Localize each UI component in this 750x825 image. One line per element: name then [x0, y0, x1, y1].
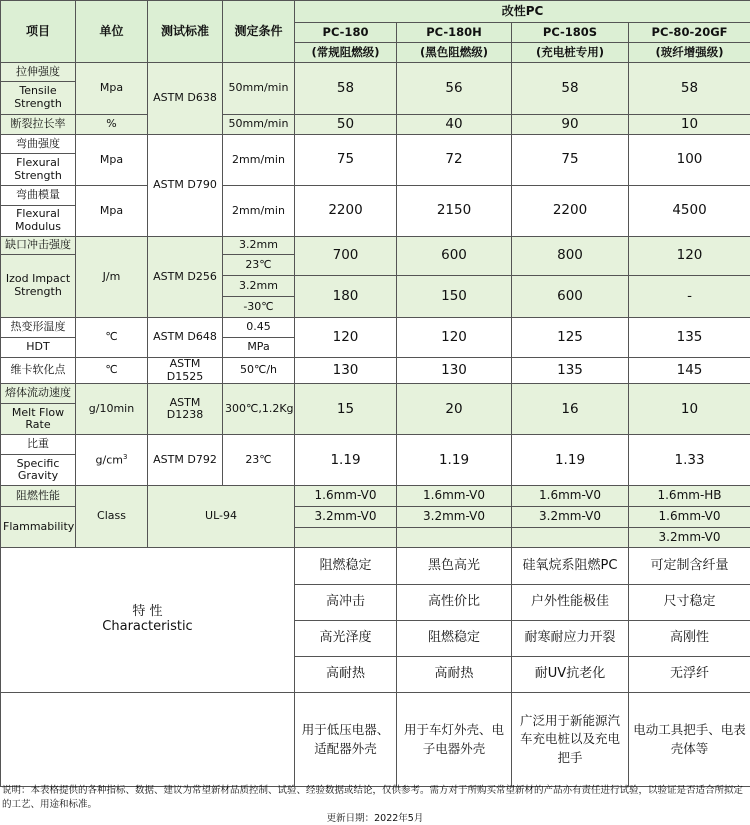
characteristic-cell: 耐UV抗老化 — [512, 657, 629, 693]
property-en: HDT — [1, 338, 76, 358]
standard-cell: UL-94 — [148, 486, 295, 548]
value-cell — [397, 528, 512, 548]
grade-code: PC-80-20GF — [629, 23, 750, 43]
value-cell: 1.19 — [397, 435, 512, 486]
unit-cell: % — [76, 115, 148, 135]
update-date: 更新日期：2022年5月 — [2, 812, 748, 825]
value-cell: 50 — [295, 115, 397, 135]
condition-cell: 50mm/min — [223, 63, 295, 115]
unit-cell: Mpa — [76, 186, 148, 237]
characteristic-cell: 高性价比 — [397, 585, 512, 621]
condition-cell: 23℃ — [223, 255, 295, 276]
characteristic-cell: 阻燃稳定 — [295, 548, 397, 585]
value-cell: 700 — [295, 237, 397, 276]
condition-cell: 3.2mm — [223, 237, 295, 255]
property-en: Flammability — [1, 507, 76, 548]
value-cell: 15 — [295, 384, 397, 435]
value-cell — [512, 528, 629, 548]
value-cell: 600 — [397, 237, 512, 276]
value-cell: 58 — [629, 63, 750, 115]
value-cell: 180 — [295, 276, 397, 318]
value-cell: 4500 — [629, 186, 750, 237]
value-cell: 3.2mm-V0 — [295, 507, 397, 528]
property-cn: 弯曲强度 — [1, 135, 76, 154]
standard-cell: ASTM D256 — [148, 237, 223, 318]
value-cell: 58 — [295, 63, 397, 115]
value-cell: 100 — [629, 135, 750, 186]
unit-superscript: 3 — [123, 453, 127, 461]
header-unit: 单位 — [76, 1, 148, 63]
unit-cell: ℃ — [76, 358, 148, 384]
header-item: 项目 — [1, 1, 76, 63]
characteristic-cell: 高刚性 — [629, 621, 750, 657]
value-cell: 130 — [397, 358, 512, 384]
header-condition: 测定条件 — [223, 1, 295, 63]
grade-desc: (黑色阻燃级) — [397, 43, 512, 63]
value-cell: 3.2mm-V0 — [629, 528, 750, 548]
value-cell: 135 — [629, 318, 750, 358]
value-cell: 3.2mm-V0 — [397, 507, 512, 528]
characteristic-cell: 高耐热 — [397, 657, 512, 693]
property-en: Flexural Modulus — [1, 206, 76, 237]
characteristic-cell: 可定制含纤量 — [629, 548, 750, 585]
grade-desc: (充电桩专用) — [512, 43, 629, 63]
condition-cell: MPa — [223, 338, 295, 358]
property-en: Flexural Strength — [1, 154, 76, 186]
value-cell: 1.6mm-HB — [629, 486, 750, 507]
property-cn: 缺口冲击强度 — [1, 237, 76, 255]
value-cell: 600 — [512, 276, 629, 318]
unit-cell: g/10min — [76, 384, 148, 435]
value-cell: 800 — [512, 237, 629, 276]
grade-desc: (玻纤增强级) — [629, 43, 750, 63]
characteristic-label-cn: 特 性 — [3, 605, 292, 620]
value-cell: 2200 — [512, 186, 629, 237]
characteristic-cell: 耐寒耐应力开裂 — [512, 621, 629, 657]
unit-text: g/cm — [96, 454, 123, 467]
value-cell: 90 — [512, 115, 629, 135]
value-cell: 3.2mm-V0 — [512, 507, 629, 528]
value-cell: 20 — [397, 384, 512, 435]
value-cell: 10 — [629, 384, 750, 435]
value-cell: 120 — [295, 318, 397, 358]
characteristic-cell: 尺寸稳定 — [629, 585, 750, 621]
value-cell: 120 — [397, 318, 512, 358]
standard-cell: ASTM D638 — [148, 63, 223, 135]
value-cell: 75 — [295, 135, 397, 186]
standard-cell: ASTM D790 — [148, 135, 223, 237]
unit-cell — [76, 435, 148, 486]
property-en: Izod Impact Strength — [1, 255, 76, 318]
property-cn: 弯曲模量 — [1, 186, 76, 206]
value-cell: 130 — [295, 358, 397, 384]
characteristic-label-en: Characteristic — [3, 620, 292, 635]
value-cell: 16 — [512, 384, 629, 435]
application-cell: 电动工具把手、电表壳体等 — [629, 693, 750, 787]
grade-desc: (常规阻燃级) — [295, 43, 397, 63]
condition-cell: 3.2mm — [223, 276, 295, 297]
value-cell: 120 — [629, 237, 750, 276]
value-cell — [295, 528, 397, 548]
header-group: 改性PC — [295, 1, 750, 23]
value-cell: 56 — [397, 63, 512, 115]
condition-cell: 23℃ — [223, 435, 295, 486]
value-cell: 1.6mm-V0 — [295, 486, 397, 507]
value-cell: 1.33 — [629, 435, 750, 486]
condition-cell: 50℃/h — [223, 358, 295, 384]
characteristic-cell: 硅氧烷系阻燃PC — [512, 548, 629, 585]
property-cn: 断裂拉长率 — [1, 115, 76, 135]
value-cell: 1.6mm-V0 — [512, 486, 629, 507]
value-cell: 58 — [512, 63, 629, 115]
unit-cell: ℃ — [76, 318, 148, 358]
condition-cell: 300℃,1.2Kg — [223, 384, 295, 435]
property-en: Melt Flow Rate — [1, 404, 76, 435]
property-cn: 比重 — [1, 435, 76, 455]
value-cell: 2200 — [295, 186, 397, 237]
characteristic-cell: 无浮纤 — [629, 657, 750, 693]
value-cell: 40 — [397, 115, 512, 135]
value-cell: 1.19 — [295, 435, 397, 486]
condition-cell: 2mm/min — [223, 135, 295, 186]
unit-cell: Mpa — [76, 63, 148, 115]
value-cell: 72 — [397, 135, 512, 186]
unit-cell: Mpa — [76, 135, 148, 186]
value-cell: 10 — [629, 115, 750, 135]
condition-cell: 2mm/min — [223, 186, 295, 237]
grade-code: PC-180S — [512, 23, 629, 43]
value-cell: 1.6mm-V0 — [397, 486, 512, 507]
application-label-cell — [1, 693, 295, 787]
characteristic-cell: 高耐热 — [295, 657, 397, 693]
condition-cell: 0.45 — [223, 318, 295, 338]
property-cn: 热变形温度 — [1, 318, 76, 338]
characteristic-cell: 黑色高光 — [397, 548, 512, 585]
standard-cell: ASTM D1238 — [148, 384, 223, 435]
value-cell: - — [629, 276, 750, 318]
unit-cell: Class — [76, 486, 148, 548]
property-en: Specific Gravity — [1, 455, 76, 486]
characteristic-cell: 高光泽度 — [295, 621, 397, 657]
value-cell: 75 — [512, 135, 629, 186]
characteristic-cell: 阻燃稳定 — [397, 621, 512, 657]
condition-cell: -30℃ — [223, 297, 295, 318]
value-cell: 135 — [512, 358, 629, 384]
standard-cell: ASTM D648 — [148, 318, 223, 358]
value-cell: 125 — [512, 318, 629, 358]
characteristic-label — [1, 548, 295, 693]
property-cn: 熔体流动速度 — [1, 384, 76, 404]
property-en: Tensile Strength — [1, 82, 76, 115]
standard-cell: ASTM D792 — [148, 435, 223, 486]
property-cn: 拉伸强度 — [1, 63, 76, 82]
application-cell: 用于低压电器、适配器外壳 — [295, 693, 397, 787]
characteristic-cell: 高冲击 — [295, 585, 397, 621]
value-cell: 1.19 — [512, 435, 629, 486]
header-standard: 测试标准 — [148, 1, 223, 63]
value-cell: 2150 — [397, 186, 512, 237]
value-cell: 150 — [397, 276, 512, 318]
unit-cell: J/m — [76, 237, 148, 318]
property-cn: 阻燃性能 — [1, 486, 76, 507]
condition-cell: 50mm/min — [223, 115, 295, 135]
value-cell: 145 — [629, 358, 750, 384]
application-cell: 广泛用于新能源汽车充电桩以及充电把手 — [512, 693, 629, 787]
footer-note — [0, 782, 750, 824]
disclaimer-text: 说明：本表格提供的各种指标、数据、建议为常望新材品质控制、试验、经验数据或结论，仅供参考。需方对于所购买常望新材的产品亦有责任进行试验，以验证是否适合所拟定的工艺、用途和标准。 — [2, 785, 743, 810]
grade-code: PC-180 — [295, 23, 397, 43]
application-cell: 用于车灯外壳、电子电器外壳 — [397, 693, 512, 787]
grade-code: PC-180H — [397, 23, 512, 43]
value-cell: 1.6mm-V0 — [629, 507, 750, 528]
characteristic-cell: 户外性能极佳 — [512, 585, 629, 621]
standard-cell: ASTM D1525 — [148, 358, 223, 384]
property-cn: 维卡软化点 — [1, 358, 76, 384]
